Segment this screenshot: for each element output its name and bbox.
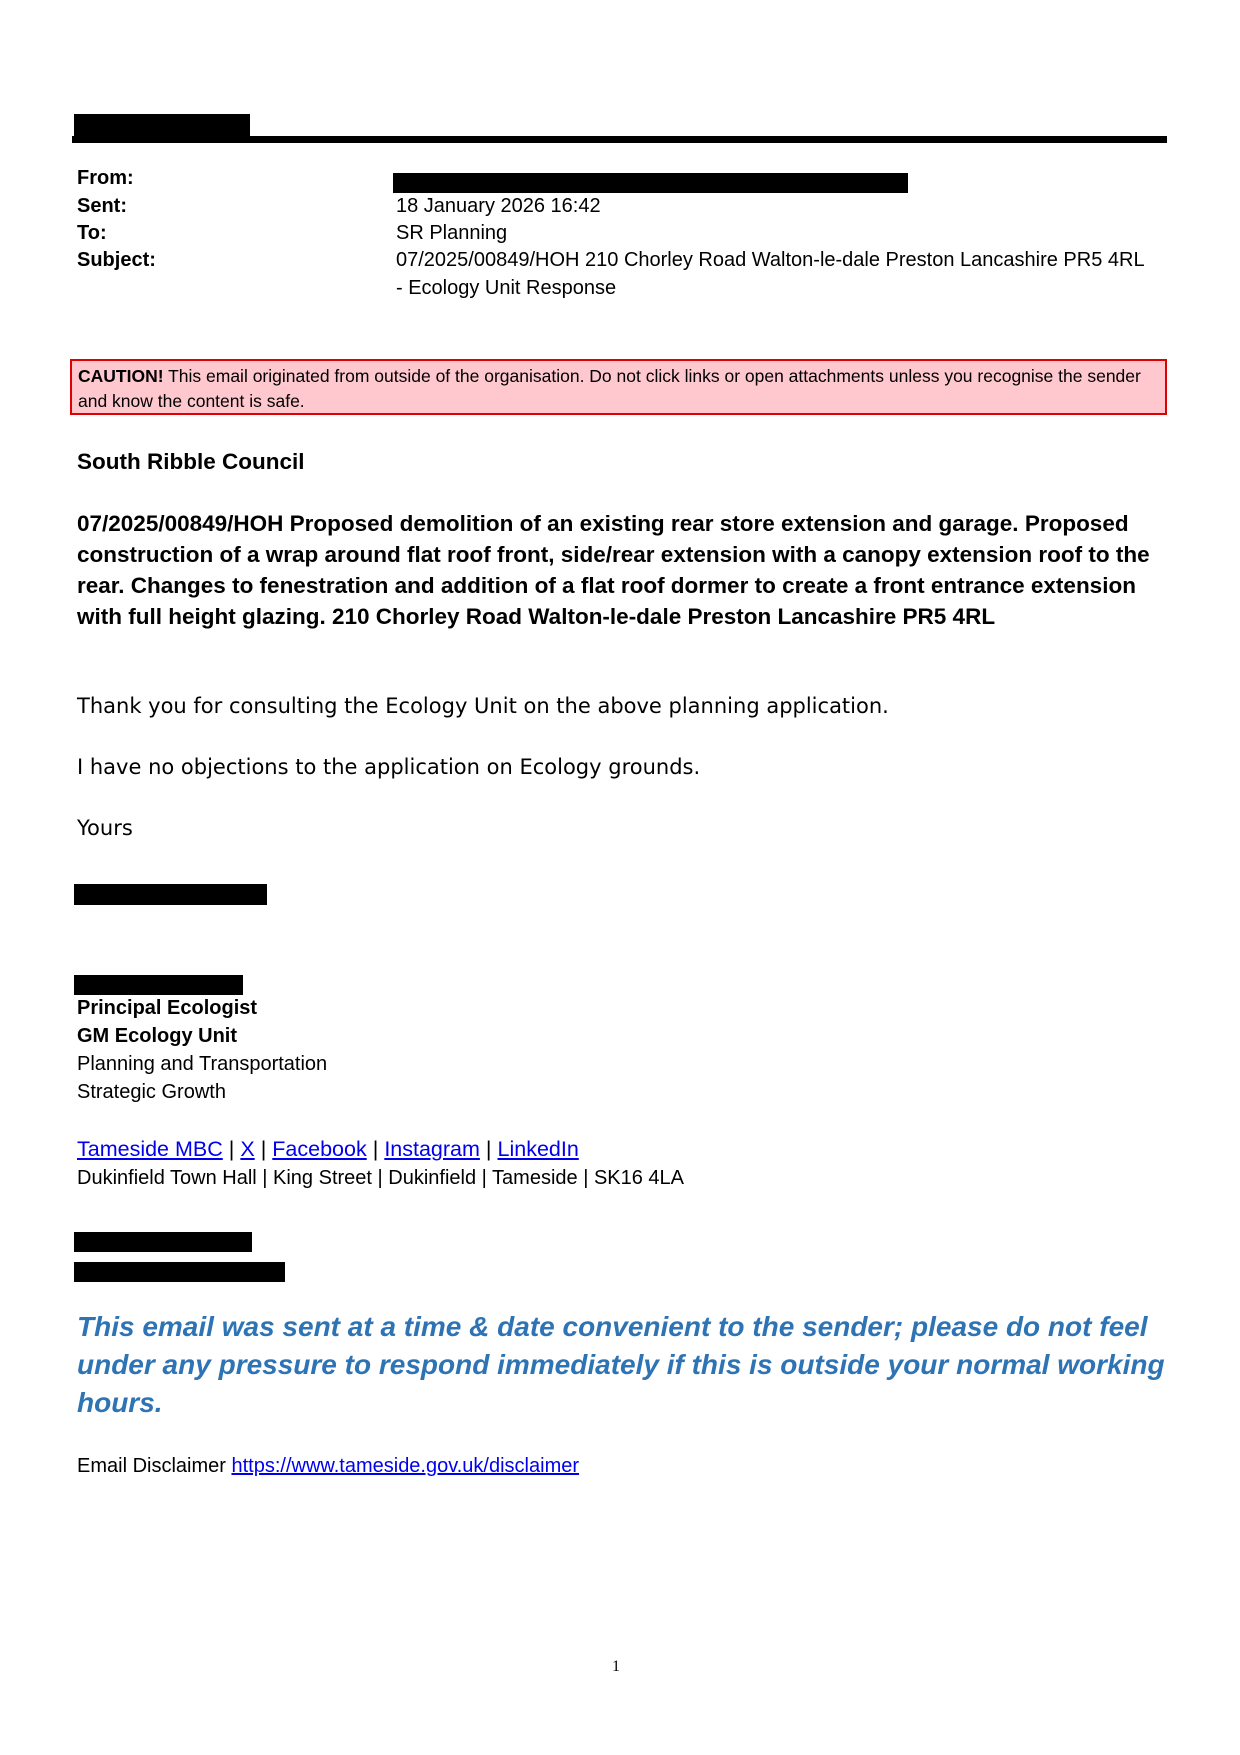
application-description: 07/2025/00849/HOH Proposed demolition of an existing rear store extension and garage. Proposed construction of a wrap around flat roof front, side/rear extension with a canopy extension roof to the rear. Changes to fenestration and addition of a flat roof dormer to create a front entrance extension with full height glazing. 210 Chorley Road Walton-le-dale Preston Lancashire PR5 4RL — [77, 511, 1150, 629]
link-x[interactable]: X — [240, 1137, 255, 1161]
sent-value: 18 January 2026 16:42 — [396, 195, 601, 217]
signature-department: Planning and Transportation — [77, 1053, 328, 1075]
signature-unit: GM Ecology Unit — [77, 1025, 237, 1047]
address: Dukinfield Town Hall | King Street | Dukinfield | Tameside | SK16 4LA — [77, 1167, 685, 1189]
from-label: From: — [77, 167, 134, 189]
body-paragraph-2: I have no objections to the application on Ecology grounds. — [77, 755, 701, 779]
signature-title: Principal Ecologist — [77, 997, 258, 1019]
sent-label: Sent: — [77, 195, 127, 217]
link-instagram[interactable]: Instagram — [384, 1137, 480, 1161]
closing: Yours — [77, 816, 133, 840]
disclaimer-link[interactable]: https://www.tameside.gov.uk/disclaimer — [231, 1455, 580, 1477]
caution-banner — [70, 359, 1167, 415]
caution-text: This email originated from outside of the organisation. Do not click links or open attachments unless you recognise the sender and know the content is safe. — [78, 366, 1141, 411]
redacted-contact-2 — [74, 1262, 285, 1282]
social-links — [77, 1137, 579, 1162]
working-hours-notice: This email was sent at a time & date convenient to the sender; please do not feel under any pressure to respond immediately if this is outside your normal working hours. — [77, 1311, 1165, 1418]
header-rule — [72, 136, 1167, 143]
link-linkedin[interactable]: LinkedIn — [497, 1137, 579, 1161]
council-name: South Ribble Council — [77, 449, 305, 474]
disclaimer — [77, 1455, 579, 1478]
redacted-signature-2 — [74, 975, 243, 995]
redacted-sender-name — [74, 114, 250, 138]
link-separator: | — [485, 1137, 492, 1161]
to-label: To: — [77, 222, 107, 244]
disclaimer-label: Email Disclaimer — [77, 1455, 232, 1477]
redacted-contact-1 — [74, 1232, 252, 1252]
link-separator: | — [372, 1137, 379, 1161]
redacted-from-address — [393, 173, 908, 193]
caution-label: CAUTION! — [78, 366, 164, 386]
link-tameside-mbc[interactable]: Tameside MBC — [77, 1137, 223, 1161]
link-facebook[interactable]: Facebook — [272, 1137, 367, 1161]
link-separator: | — [228, 1137, 235, 1161]
link-separator: | — [260, 1137, 267, 1161]
redacted-signature-1 — [74, 884, 267, 905]
to-value: SR Planning — [396, 222, 508, 244]
subject-label: Subject: — [77, 249, 156, 271]
body-paragraph-1: Thank you for consulting the Ecology Unit on the above planning application. — [77, 694, 889, 718]
signature-division: Strategic Growth — [77, 1081, 226, 1103]
subject-line-1: 07/2025/00849/HOH 210 Chorley Road Walton-le-dale Preston Lancashire PR5 4RL — [396, 249, 1145, 271]
subject-line-2: - Ecology Unit Response — [396, 277, 617, 299]
page-number: 1 — [612, 1658, 620, 1675]
